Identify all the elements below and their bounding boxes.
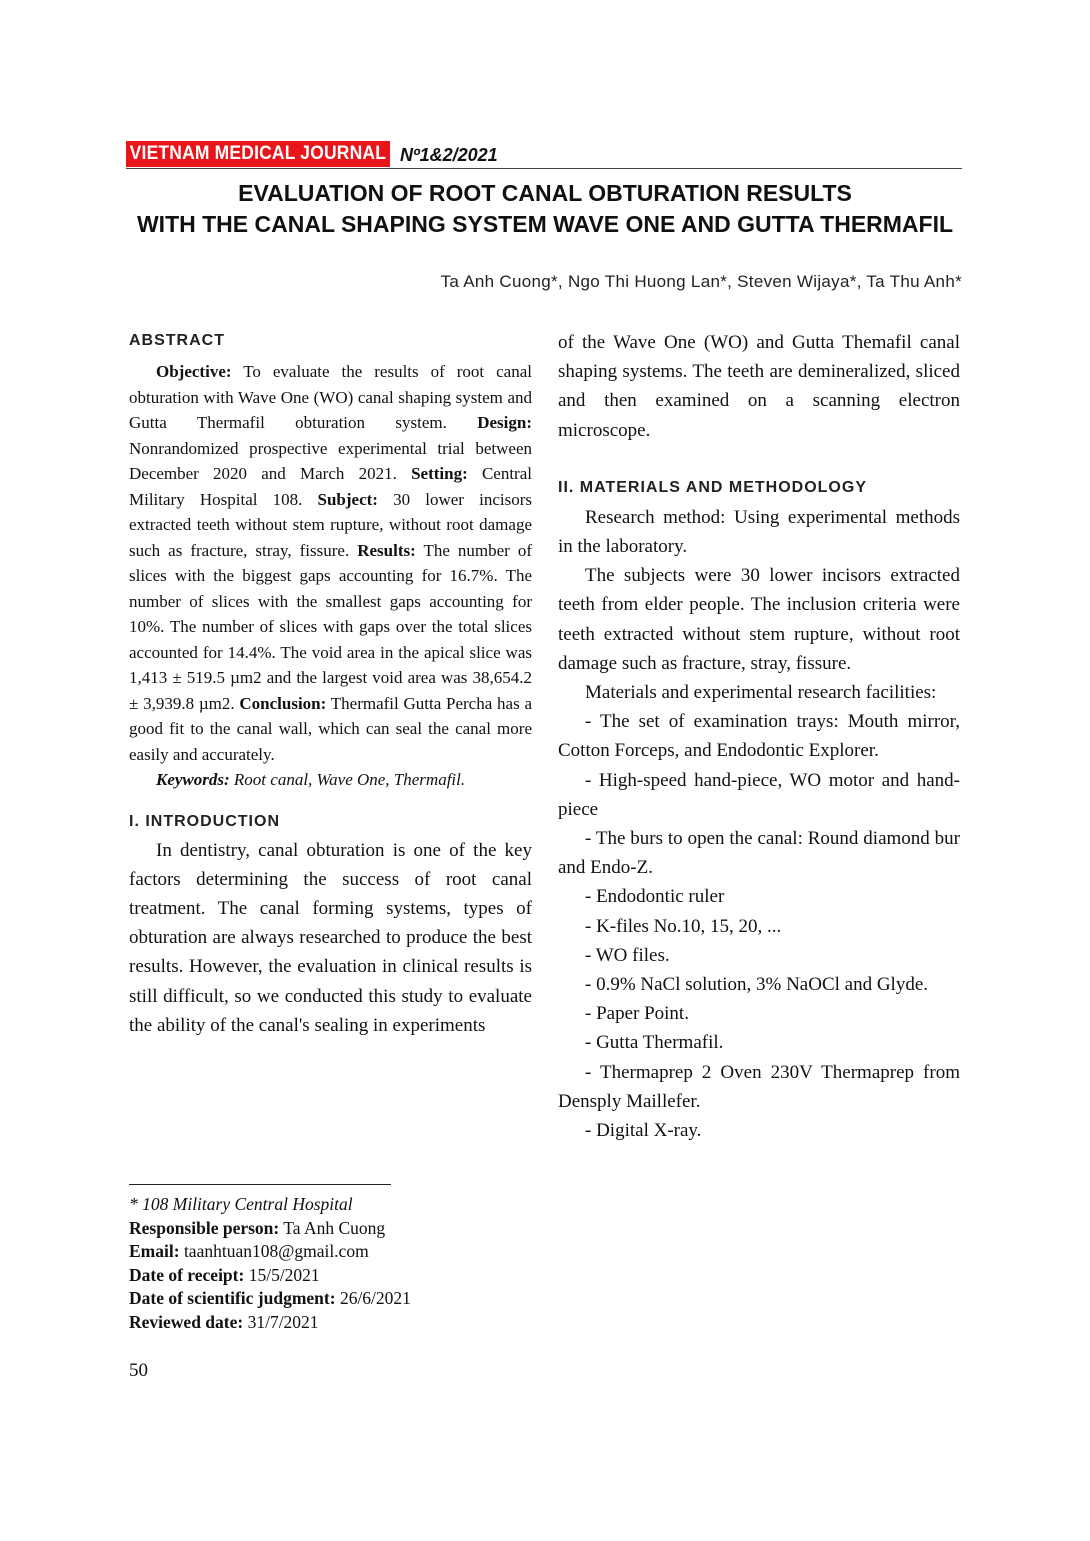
receipt-date (129, 1264, 549, 1288)
left-column (129, 330, 532, 1040)
design-text: Nonrandomized prospective experimental trial between December 2020 and March 2021. (129, 438, 532, 483)
methods-paragraph-2: The subjects were 30 lower incisors extracted teeth from elder people. The inclusion criteria were teeth extracted without stem rupture, without root damage such as fracture, stray, fissure. (558, 565, 960, 674)
objective-label: Objective: (156, 362, 232, 381)
list-item: - K-files No.10, 15, 20, ... (585, 915, 782, 937)
reviewed-value: 31/7/2021 (243, 1311, 319, 1332)
judgment-value: 26/6/2021 (335, 1288, 411, 1308)
abstract-paragraph (129, 359, 532, 767)
author-list: Ta Anh Cuong*, Ngo Thi Huong Lan*, Steven Wijaya*, Ta Thu Anh* (440, 272, 962, 291)
keywords-text: Root canal, Wave One, Thermafil. (229, 770, 466, 789)
judgment-label: Date of scientific judgment: (129, 1288, 336, 1308)
affiliation-note: * 108 Military Central Hospital (129, 1194, 353, 1214)
methods-heading: II. MATERIALS AND METHODOLOGY (558, 478, 867, 496)
list-item: - Paper Point. (585, 1003, 689, 1025)
title-line-2: WITH THE CANAL SHAPING SYSTEM WAVE ONE AND GUTTA THERMAFIL (136, 211, 954, 237)
list-item: - Endodontic ruler (585, 886, 725, 908)
introduction-heading: I. INTRODUCTION (129, 812, 280, 830)
email-label: Email: (129, 1241, 180, 1261)
list-item: - The set of examination trays: Mouth mirror, Cotton Forceps, and Endodontic Explorer. (558, 711, 960, 762)
responsible-value: Ta Anh Cuong (279, 1217, 386, 1238)
introduction-continued: of the Wave One (WO) and Gutta Themafil canal shaping systems. The teeth are demineralized, sliced and then examined on a scanning electron microscope. (558, 332, 960, 441)
results-label: Results: (357, 540, 416, 560)
reviewed-date (129, 1311, 549, 1335)
responsible-label: Responsible person: (129, 1217, 280, 1238)
results-text: The number of slices with the biggest gaps accounting for 16.7%. The number of slices with the smallest gaps accounting for 10%. The number of slices with gaps over the total slices accounted for 14.4%. The void area in the apical slice was 1,413 ± 519.5 µm2 and the largest void area was 38,654.2 ± 3,939.8 µm2. (129, 540, 532, 713)
abstract-body (129, 359, 532, 793)
conclusion-text: Thermafil Gutta Percha has a good fit to the canal wall, which can seal the canal more easily and accurately. (129, 693, 532, 764)
issue-number: Nº1&2/2021 (400, 145, 498, 165)
list-item: - Gutta Thermafil. (585, 1032, 724, 1054)
objective-text: To evaluate the results of root canal obturation with Wave One (WO) canal shaping system and Gutta Thermafil obturation system. (129, 362, 532, 432)
subject-label: Subject: (317, 489, 378, 509)
keywords-label: Keywords: (156, 770, 230, 789)
title-line-1: EVALUATION OF ROOT CANAL OBTURATION RESULTS (238, 180, 852, 206)
subject-text: 30 lower incisors extracted teeth without stem rupture, without root damage such as fracture, stray, fissure. (129, 489, 532, 560)
receipt-label: Date of receipt: (129, 1264, 245, 1285)
receipt-value: 15/5/2021 (244, 1264, 320, 1285)
list-item: - Thermaprep 2 Oven 230V Thermaprep from Densply Maillefer. (558, 1061, 960, 1112)
judgment-date (129, 1287, 549, 1311)
setting-text: Central Military Hospital 108. (129, 464, 532, 509)
list-item: - 0.9% NaCl solution, 3% NaOCl and Glyde. (585, 974, 929, 996)
article-title (126, 178, 964, 240)
conclusion-label: Conclusion: (239, 693, 327, 713)
running-header (126, 140, 962, 169)
list-item: - High-speed hand-piece, WO motor and hand-piece (558, 769, 960, 820)
methods-paragraph-1: Research method: Using experimental methods in the laboratory. (558, 506, 960, 558)
email-line (129, 1240, 549, 1264)
methods-paragraph-3: Materials and experimental research facilities: (585, 682, 937, 704)
journal-name: VIETNAM MEDICAL JOURNAL (126, 141, 390, 167)
email-value: taanhtuan108@gmail.com (179, 1241, 369, 1261)
list-item: - The burs to open the canal: Round diamond bur and Endo-Z. (558, 828, 960, 879)
keywords-line (129, 767, 532, 793)
right-column (558, 328, 960, 1145)
footnotes (129, 1193, 549, 1334)
design-label: Design: (477, 413, 532, 432)
setting-label: Setting: (411, 464, 468, 483)
abstract-heading: ABSTRACT (129, 332, 225, 349)
responsible-person (129, 1217, 549, 1241)
introduction-paragraph: In dentistry, canal obturation is one of the key factors determining the success of root canal treatment. The canal forming systems, types of obturation are always researched to produce the best results. However, the evaluation in clinical results is still difficult, so we conducted this study to evaluate the ability of the canal's sealing in experiments (129, 839, 532, 1036)
footnote-divider (129, 1184, 391, 1185)
page-number: 50 (129, 1360, 148, 1381)
reviewed-label: Reviewed date: (129, 1311, 244, 1332)
list-item: - Digital X-ray. (585, 1120, 702, 1142)
list-item: - WO files. (585, 944, 670, 966)
